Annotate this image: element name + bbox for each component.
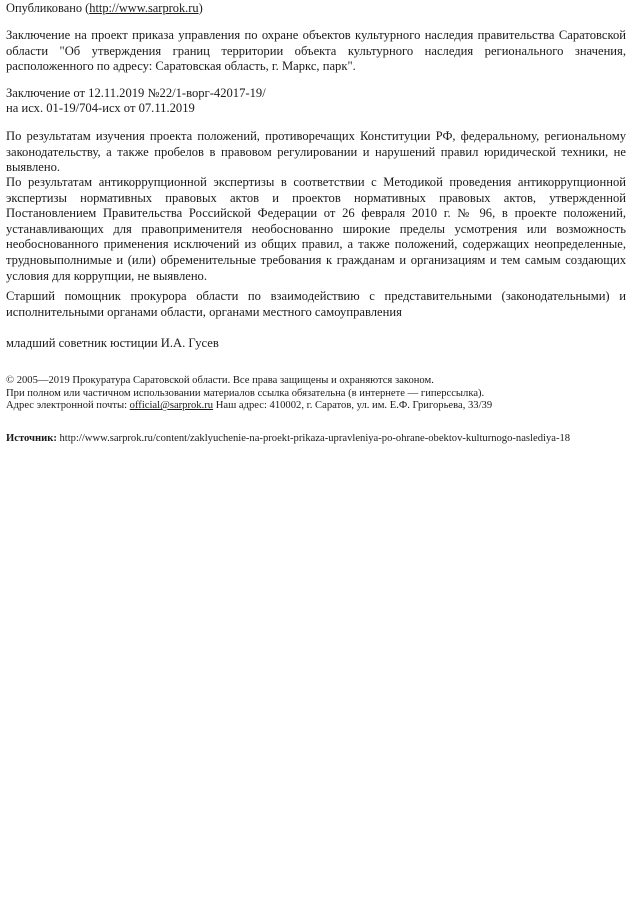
published-link[interactable]: http://www.sarprok.ru: [89, 1, 199, 15]
title-text: Заключение на проект приказа управления по охране объектов культурного наследия правительства Саратовской области "Об утверждения границ территории объекта культурного наследия регионального значения, расположенного по адресу: Саратовская область, г. Маркс, парк".: [6, 28, 626, 74]
source-label: Источник:: [6, 433, 57, 444]
signature-text: младший советник юстиции И.А. Гусев: [6, 336, 219, 350]
email-link[interactable]: official@sarprok.ru: [129, 400, 214, 412]
paragraph-1-text: По результатам изучения проекта положений, противоречащих Конституции РФ, федеральному, региональному законодательству, а также пробелов в правовом регулировании и нарушений правил юридической техники, не выявлено.: [6, 129, 626, 175]
published-line: [6, 1, 203, 16]
body-paragraph-2: [6, 175, 626, 284]
published-prefix: Опубликовано (: [6, 1, 90, 15]
footer: [6, 375, 632, 413]
signature-line: [6, 336, 626, 352]
conclusion-line-1: Заключение от 12.11.2019 №22/1-ворг-42017-19/: [6, 86, 266, 100]
source-url[interactable]: http://www.sarprok.ru/content/zaklyuchenie-na-proekt-prikaza-upravleniya-po-ohrane-obektov-kulturnogo-naslediya-18: [56, 433, 571, 444]
assistant-position: [6, 289, 626, 320]
footer-reuse-notice: При полном или частичном использовании материалов ссылка обязательна (в интернете — гиперссылка).: [6, 387, 485, 399]
paragraph-2-text: По результатам антикоррупционной экспертизы в соответствии с Методикой проведения антикоррупционной экспертизы нормативных правовых актов и проектов нормативных правовых актов, утвержденной Постановлением Правительства Российской Федерации от 26 февраля 2010 г. № 96, в проекте положений, устанавливающих для правоприменителя необоснованно широкие пределы усмотрения или возможность необоснованного применения исключений из общих правил, а также положений, содержащих неопределенные, трудновыполнимые и (или) обременительные требования к гражданам и организациям и тем самым создающих условия для коррупции, не выявлено.: [6, 175, 626, 283]
footer-copyright: © 2005—2019 Прокуратура Саратовской области. Все права защищены и охраняются законом.: [6, 375, 434, 386]
footer-address: Наш адрес: 410002, г. Саратов, ул. им. Е.Ф. Григорьева, 33/39: [213, 400, 493, 412]
source-line: [6, 432, 636, 445]
footer-contacts: [6, 400, 632, 413]
assistant-text: Старший помощник прокурора области по взаимодействию с представительными (законодательными) и исполнительными органами области, органами местного самоуправления: [6, 289, 626, 319]
document-title: [6, 28, 626, 75]
conclusion-reference: [6, 86, 626, 116]
email-label: Адрес электронной почты:: [6, 400, 130, 412]
published-suffix: ): [198, 1, 203, 15]
conclusion-line-2: на исх. 01-19/704-исх от 07.11.2019: [6, 101, 195, 115]
body-paragraph-1: [6, 129, 626, 176]
